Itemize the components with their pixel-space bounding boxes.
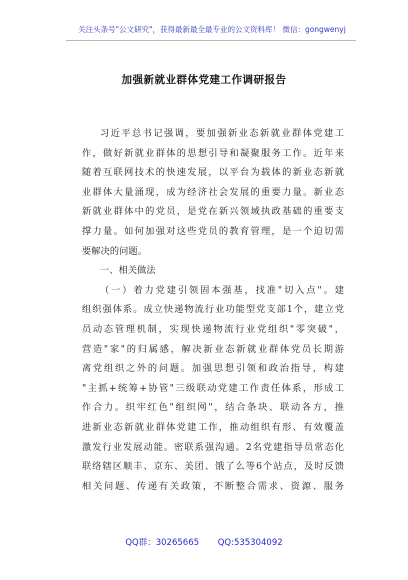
body-line: 进新业态新就业群体党建工作，推动组织有形、有效覆盖 (82, 421, 344, 433)
body-line: "主抓+统筹+协管"三级联动党建工作责任体系，形成工 (82, 382, 344, 394)
body-line: （一）着力党建引领固本强基，找准"切入点"。建 (100, 284, 344, 296)
footer-contact (0, 536, 408, 548)
footer-qq-group: QQ群：30265665 (125, 538, 200, 548)
section-heading: 一、相关做法 (100, 265, 156, 277)
body-line: 相关问题、传递有关政策，不断整合需求、资源、服务 (82, 480, 344, 492)
body-line: 营造"家"的归属感，解决新业态新就业群体党员长期游 (82, 343, 344, 355)
document-body (82, 124, 344, 496)
body-line: 业群体大量涌现，成为经济社会发展的重要力量。新业态 (82, 186, 344, 198)
body-line: 作，做好新就业群体的思想引导和凝聚服务工作。近年来 (82, 147, 344, 159)
body-line: 作合力。织牢红色"组织网"，结合条块、联动各方，推 (82, 402, 344, 414)
header-promo-text: 关注头条号"公文研究"，获得最新最全最专业的公文资料库！ 微信：gongwenyj (78, 25, 346, 34)
body-line: 组织强体系。成立快递物流行业功能型党支部1个，建立党 (82, 304, 344, 316)
body-line: 离党组织之外的问题。加强思想引领和政治指导，构建 (82, 363, 344, 375)
body-line: 习近平总书记强调，要加强新业态新就业群体党建工 (100, 128, 344, 139)
body-line: 联络辖区顺丰、京东、美团、饿了么等6个站点，及时反馈 (82, 461, 344, 473)
document-title: 加强新就业群体党建工作调研报告 (121, 74, 287, 86)
body-line: 要解决的问题。 (82, 245, 148, 257)
footer-qq: QQ:535304092 (217, 538, 283, 548)
body-line: 撑力量。如何加强对这些党员的教育管理，是一个迫切需 (82, 225, 344, 237)
body-line: 新就业群体中的党员，是党在新兴领域执政基础的重要支 (82, 206, 344, 218)
body-line: 员动态管理机制，实现快递物流行业党组织"零突破"， (82, 323, 344, 335)
header-divider (66, 40, 356, 41)
body-line: 激发行业发展动能。密联系强沟通。2名党建指导员常态化 (82, 441, 344, 453)
body-line: 随着互联网技术的快速发展，以平台为载体的新业态新就 (82, 167, 344, 179)
